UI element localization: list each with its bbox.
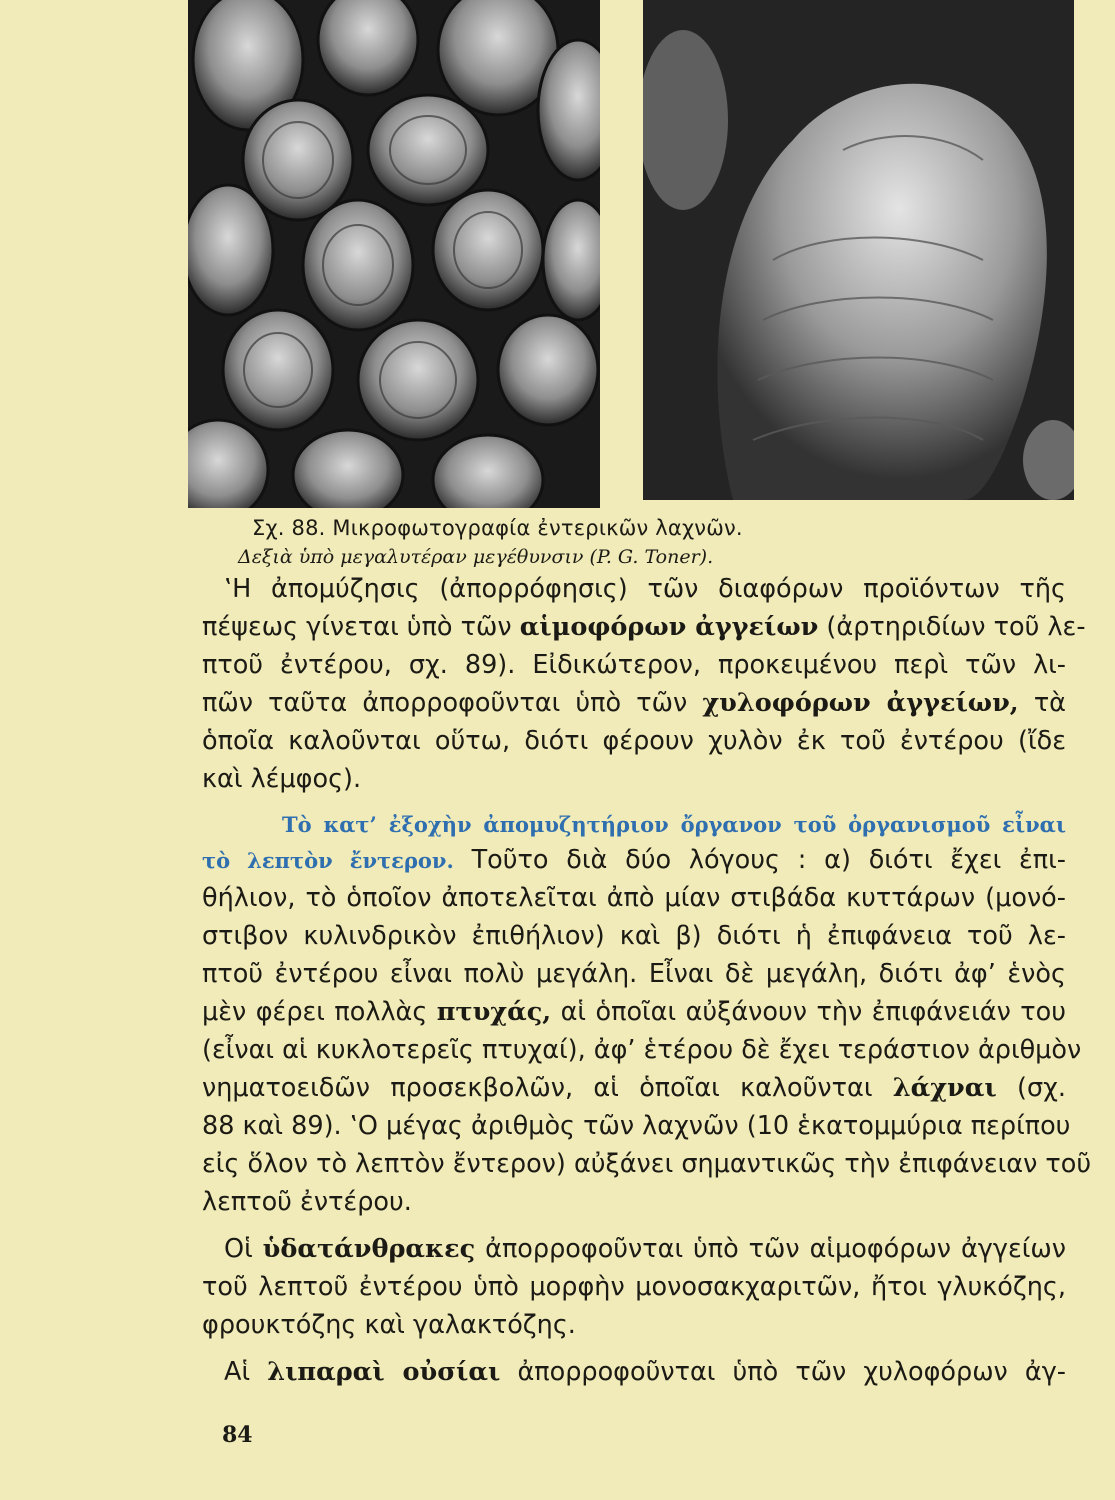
text-line: καὶ λέμφος). [202, 764, 362, 794]
text-line: (εἶναι αἱ κυκλοτερεῖς πτυχαί), ἀφ’ ἑτέρου δὲ ἔχει τεράστιον ἀριθμὸν [202, 1035, 1082, 1065]
text-line: μὲν φέρει πολλὰς πτυχάς, αἱ ὁποῖαι αὐξάνουν τὴν ἐπιφάνειάν του [202, 997, 1066, 1027]
term-lymph-vessels: χυλοφόρων ἀγγείων, [702, 688, 1019, 718]
micrograph-right [643, 0, 1074, 500]
text-line: λεπτοῦ ἐντέρου. [202, 1187, 412, 1217]
text-line: τὸ λεπτὸν ἔντερον. Τοῦτο διὰ δύο λόγους : α) διότι ἔχει ἐπι- [202, 845, 1066, 875]
text-line: φρουκτόζης καὶ γαλακτόζης. [202, 1310, 576, 1340]
page-number: 84 [222, 1422, 253, 1448]
text-line: ‛Η ἀπομύζησις (ἀπορρόφησις) τῶν διαφόρων προϊόντων τῆς [224, 574, 1066, 604]
text-line: πέψεως γίνεται ὑπὸ τῶν αἱμοφόρων ἀγγείων (ἀρτηριδίων τοῦ λε- [202, 612, 1086, 642]
text-line: 88 καὶ 89). ‛Ο μέγας ἀριθμὸς τῶν λαχνῶν (10 ἑκατομμύρια περίπου [202, 1111, 1071, 1141]
figure-caption-credit: Δεξιὰ ὑπὸ μεγαλυτέραν μεγέθυνσιν (P. G. Toner). [238, 546, 714, 568]
text-line: εἰς ὅλον τὸ λεπτὸν ἔντερον) αὐξάνει σημαντικῶς τὴν ἐπιφάνειαν τοῦ [202, 1149, 1092, 1179]
text-line: πτοῦ ἐντέρου εἶναι πολὺ μεγάλη. Εἶναι δὲ μεγάλη, διότι ἀφ’ ἑνὸς [202, 959, 1066, 989]
text-line: Οἱ ὑδατάνθρακες ἀπορροφοῦνται ὑπὸ τῶν αἱμοφόρων ἀγγείων [224, 1234, 1066, 1264]
term-villi: λάχναι [892, 1073, 997, 1103]
text-line: πῶν ταῦτα ἀπορροφοῦνται ὑπὸ τῶν χυλοφόρων ἀγγείων, τὰ [202, 688, 1066, 718]
text-line: στιβον κυλινδρικὸν ἐπιθήλιον) καὶ β) διότι ἡ ἐπιφάνεια τοῦ λε- [202, 921, 1066, 951]
text-line: Αἱ λιπαραὶ οὐσίαι ἀπορροφοῦνται ὑπὸ τῶν χυλοφόρων ἀγ- [224, 1357, 1067, 1387]
text-line: τοῦ λεπτοῦ ἐντέρου ὑπὸ μορφὴν μονοσακχαριτῶν, ἤτοι γλυκόζης, [202, 1272, 1066, 1302]
term-fats: λιπαραὶ οὐσίαι [267, 1357, 501, 1387]
term-folds: πτυχάς, [436, 997, 552, 1027]
text-line: ὁποῖα καλοῦνται οὕτω, διότι φέρουν χυλὸν ἐκ τοῦ ἐντέρου (ἴδε [202, 726, 1066, 756]
text-line: νηματοειδῶν προσεκβολῶν, αἱ ὁποῖαι καλοῦνται λάχναι (σχ. [202, 1073, 1066, 1103]
highlighted-statement: Τὸ κατ’ ἐξοχὴν ἀπομυζητήριον ὄργανον τοῦ ὀργανισμοῦ εἶναι [282, 812, 1066, 837]
term-carbohydrates: ὑδατάνθρακες [262, 1234, 476, 1264]
text-line: πτοῦ ἐντέρου, σχ. 89). Εἰδικώτερον, προκειμένου περὶ τῶν λι- [202, 650, 1066, 680]
text-line: θήλιον, τὸ ὁποῖον ἀποτελεῖται ἀπὸ μίαν στιβάδα κυττάρων (μονό- [202, 883, 1066, 913]
figure-caption: Σχ. 88. Μικροφωτογραφία ἐντερικῶν λαχνῶν. [252, 516, 743, 540]
micrograph-left [188, 0, 600, 508]
term-blood-vessels: αἱμοφόρων ἀγγείων [519, 612, 819, 642]
